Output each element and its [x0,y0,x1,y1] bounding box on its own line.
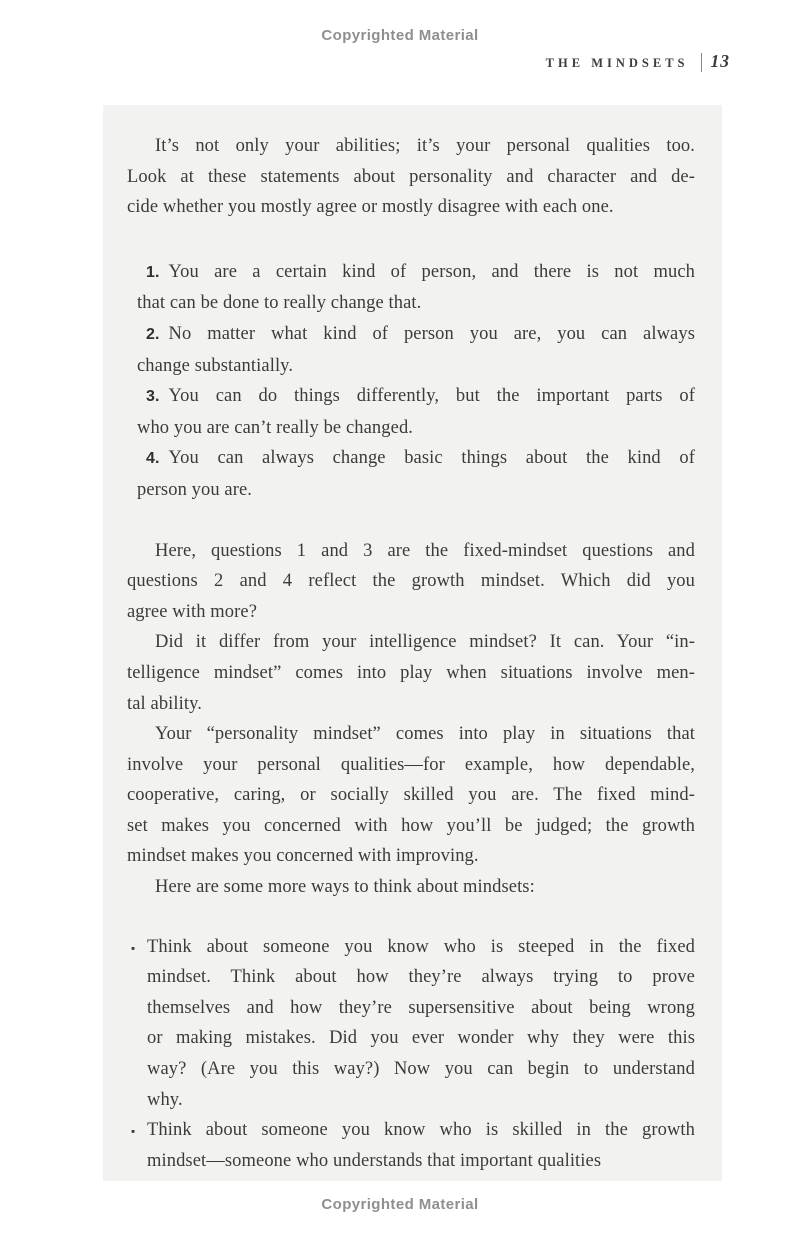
text-line: who you are can’t really be changed. [137,417,414,438]
paragraph-did-it-differ [127,627,695,719]
text-line [137,257,695,289]
text-line: Look at these statements about personality and character and de- [127,166,695,187]
list-text: You are a certain kind of person, and there is not much [168,261,695,282]
text-line [137,443,695,475]
chapter-title: THE MINDSETS [545,56,689,70]
text-line: mindset—someone who understands that important qualities [147,1150,602,1171]
text-line [137,381,695,413]
running-head [546,51,730,72]
text-line: Think about someone you know who is steeped in the fixed [147,936,695,957]
text-line: or making mistakes. Did you ever wonder why they were this [147,1028,695,1049]
list-text: No matter what kind of person you are, you can always [168,323,695,344]
text-line: Did it differ from your intelligence mindset? It can. Your “in- [155,632,695,653]
text-line: mindset makes you concerned with improving. [127,846,479,867]
list-number: 4. [146,450,160,468]
paragraph-intro [127,131,695,223]
list-number: 1. [146,263,160,281]
list-text: You can do things differently, but the important parts of [168,386,695,407]
square-bullet-icon: ▪ [131,942,136,955]
text-line: agree with more? [127,601,258,622]
text-line: tal ability. [127,693,203,714]
list-item-1 [137,257,695,319]
text-line: mindset. Think about how they’re always trying to prove [147,967,695,988]
list-item-2 [137,319,695,381]
text-line: Think about someone you know who is skilled in the growth [147,1120,695,1141]
text-line: Here, questions 1 and 3 are the fixed-mindset questions and [155,540,695,561]
text-line: Here are some more ways to think about mindsets: [155,877,535,898]
text-line: It’s not only your abilities; it’s your personal qualities too. [155,136,695,156]
square-bullet-icon: ▪ [131,1126,136,1139]
text-line: involve your personal qualities—for example, how dependable, [127,754,695,775]
list-number: 2. [146,325,160,343]
top-watermark: Copyrighted Material [321,27,479,44]
paragraph-here-questions [127,536,695,628]
text-line: person you are. [137,479,253,500]
text-line: change substantially. [137,355,294,376]
content-panel [103,105,722,1181]
text-line: Your “personality mindset” comes into play in situations that [155,724,695,745]
text-line: way? (Are you this way?) Now you can begin to understand [147,1059,695,1080]
bullet-list [127,932,695,1177]
bullet-item-1 [131,932,695,1116]
list-number: 3. [146,388,160,406]
text-line [137,319,695,351]
numbered-list [137,257,695,506]
list-item-3 [137,381,695,443]
list-text: You can always change basic things about the kind of [168,448,695,469]
paragraph-more-ways [127,872,695,903]
list-item-4 [137,443,695,505]
text-line: themselves and how they’re supersensitive about being wrong [147,997,695,1018]
page-number: 13 [710,51,730,71]
text-line: questions 2 and 4 reflect the growth mindset. Which did you [127,571,695,592]
bullet-item-2 [131,1115,695,1176]
bottom-watermark: Copyrighted Material [321,1196,479,1213]
text-line: why. [147,1089,183,1110]
text-line: set makes you concerned with how you’ll be judged; the growth [127,815,695,836]
text-line: cooperative, caring, or socially skilled you are. The fixed mind- [127,785,695,806]
separator-rule [701,53,702,72]
text-line: telligence mindset” comes into play when situations involve men- [127,662,695,683]
text-line: that can be done to really change that. [137,293,422,314]
text-line: cide whether you mostly agree or mostly disagree with each one. [127,197,614,218]
paragraph-personality-mindset [127,719,695,872]
